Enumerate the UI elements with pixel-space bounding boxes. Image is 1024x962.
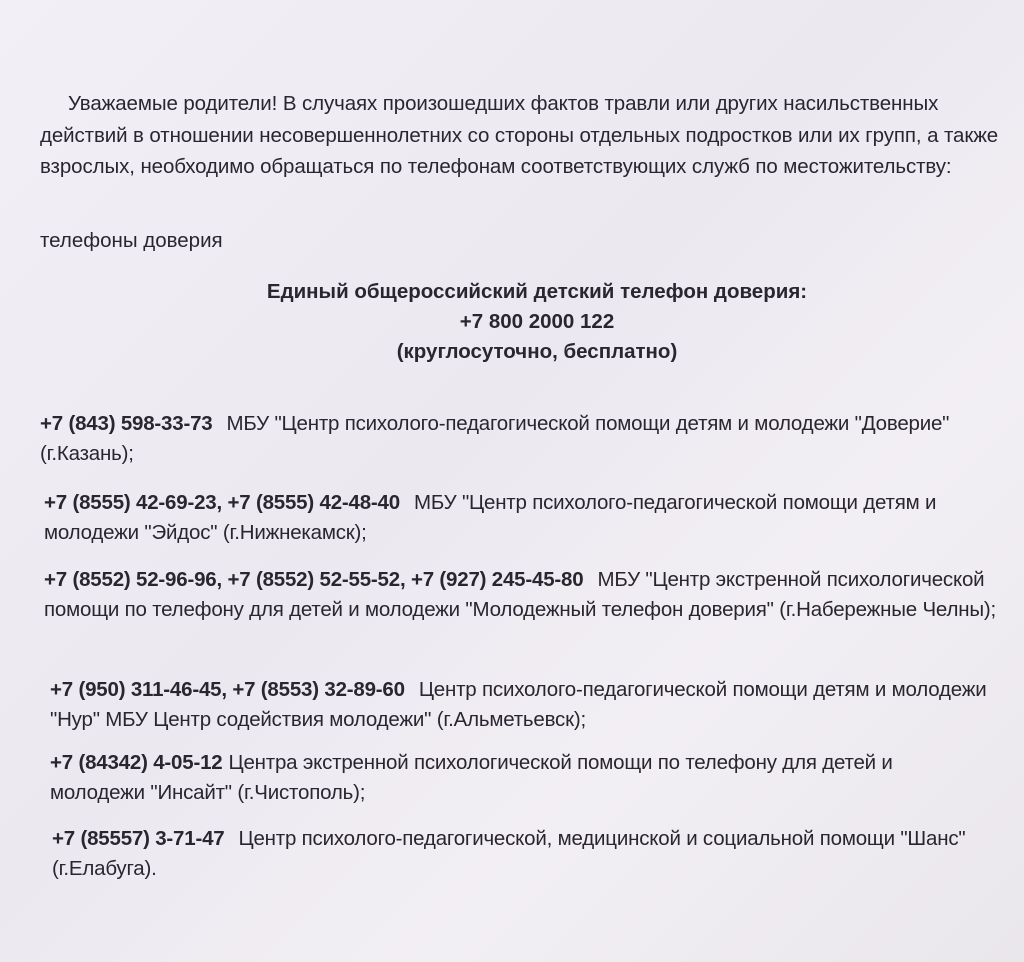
contact-entry (40, 409, 1024, 469)
contact-entry (44, 565, 1019, 625)
intro-paragraph: Уважаемые родители! В случаях произошедших фактов травли или других насильственных действий в отношении несовершеннолетних со стороны отдельных подростков или их групп, а также взрослых, необходимо обращаться по телефонам соответствующих служб по местожительству: (40, 92, 999, 178)
contact-phones: +7 (8552) 52-96-96, +7 (8552) 52-55-52, +7 (927) 245-45-80 (44, 568, 584, 591)
contact-entry (50, 748, 990, 808)
contact-entry (52, 824, 972, 884)
contact-description: Центр психолого-педагогической, медицинской и социальной помощи "Шанс" (г.Елабуга). (52, 827, 966, 880)
contact-entry (50, 675, 1020, 735)
hotline-title: Единый общероссийский детский телефон доверия: (266, 280, 808, 303)
contact-phones: +7 (85557) 3-71-47 (52, 827, 225, 850)
contact-phones: +7 (950) 311-46-45, +7 (8553) 32-89-60 (50, 678, 405, 701)
contact-phones: +7 (843) 598-33-73 (40, 412, 213, 435)
contact-description: МБУ "Центр психолого-педагогической помощи детям и молодежи "Доверие" (г.Казань); (40, 412, 950, 465)
hotline-block (0, 277, 1024, 367)
contact-description: Центр психолого-педагогической помощи детям и молодежи "Нур" МБУ Центр содействия молодежи" (г.Альметьевск); (50, 678, 987, 731)
contact-entry (44, 488, 1019, 548)
contact-phones: +7 (84342) 4-05-12 (50, 751, 223, 774)
contact-description: Центра экстренной психологической помощи по телефону для детей и молодежи "Инсайт" (г.Чистополь); (50, 751, 893, 804)
contact-phones: +7 (8555) 42-69-23, +7 (8555) 42-48-40 (44, 491, 400, 514)
hotline-number: +7 800 2000 122 (459, 310, 615, 333)
contact-description: МБУ "Центр экстренной психологической помощи по телефону для детей и молодежи "Молодежный телефон доверия" (г.Набережные Челны); (44, 568, 996, 621)
subheading: телефоны доверия (40, 229, 223, 252)
hotline-note: (круглосуточно, бесплатно) (396, 340, 678, 363)
contact-description: МБУ "Центр психолого-педагогической помощи детям и молодежи "Эйдос" (г.Нижнекамск); (44, 491, 937, 544)
